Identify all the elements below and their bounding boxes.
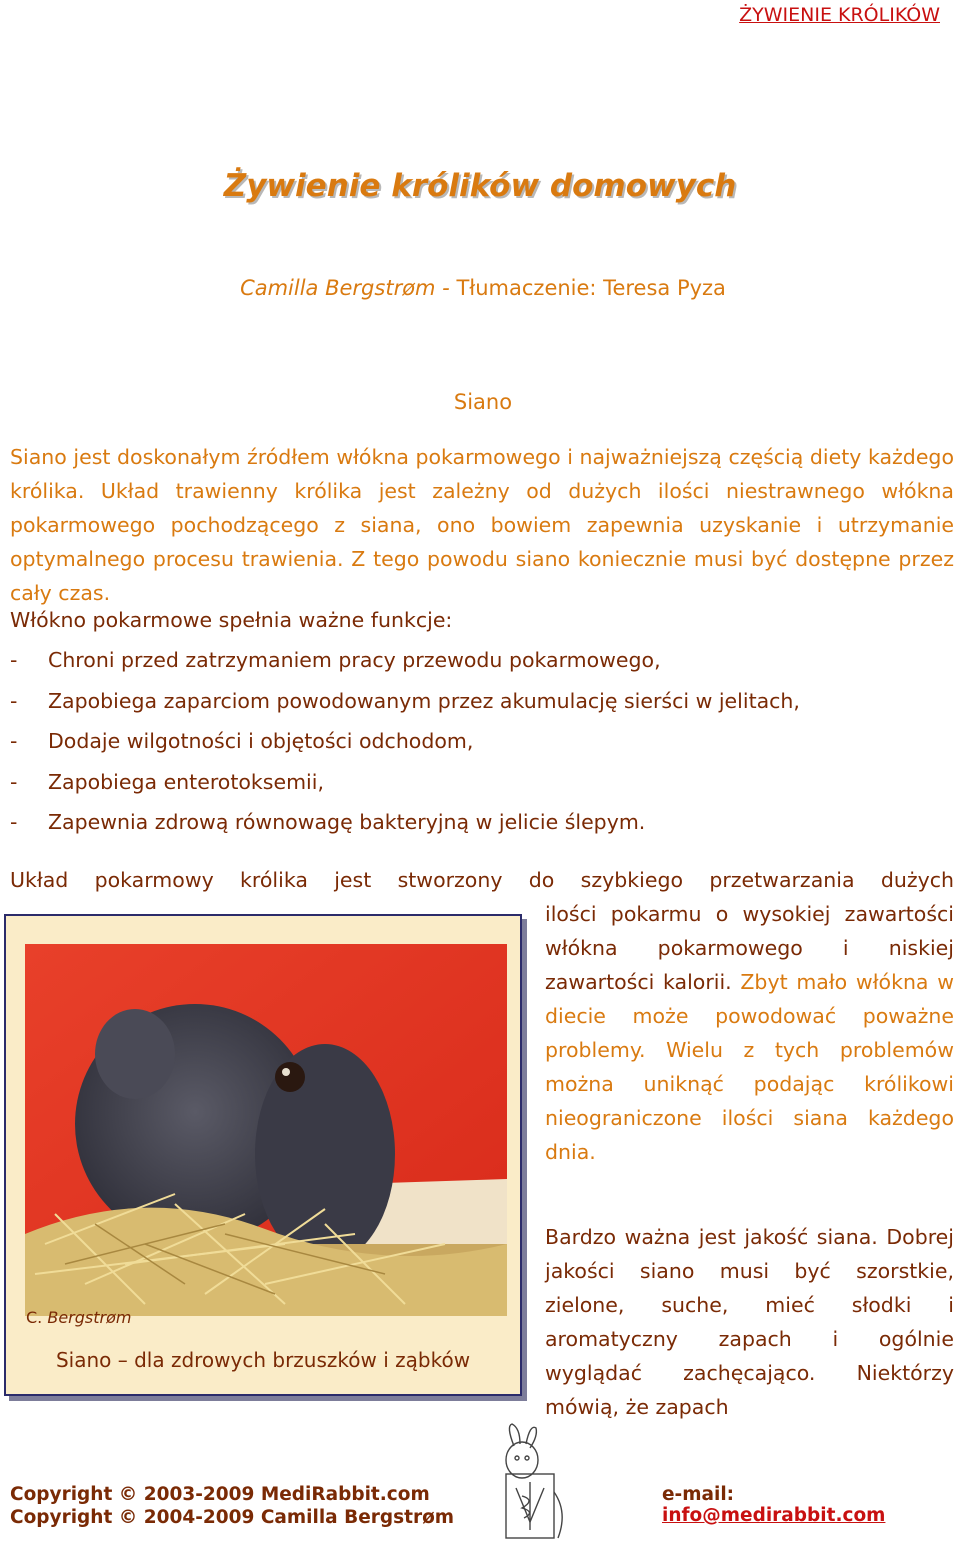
list-item: - Zapobiega enterotoksemii,	[10, 769, 324, 794]
list-item: - Chroni przed zatrzymaniem pracy przewodu pokarmowego,	[10, 648, 661, 672]
section-heading: Siano	[453, 390, 513, 414]
list-item: - Zapewnia zdrową równowagę bakteryjną w jelicie ślepym.	[10, 810, 646, 834]
copyright-author: Copyright © 2004-2009 Camilla Bergstrøm	[10, 1507, 455, 1528]
footer-email	[662, 1484, 960, 1526]
translator-name: Tłumaczenie: Teresa Pyza	[456, 276, 726, 300]
list-item: - Zapobiega zaparciom powodowanym przez akumulację sierści w jelitach,	[10, 688, 800, 713]
list-item: - Dodaje wilgotności i objętości odchodom,	[10, 729, 474, 753]
functions-list	[10, 648, 800, 851]
functions-lead: Włókno pokarmowe spełnia ważne funkcje:	[10, 608, 453, 632]
vet-rabbit-logo	[492, 1422, 572, 1544]
paragraph-digestive-column	[545, 897, 954, 1169]
author-name: Camilla Bergstrøm -	[240, 276, 450, 300]
figure-caption: Siano – dla zdrowych brzuszków i ząbków	[55, 1348, 471, 1372]
paragraph-hay-quality: Bardzo ważna jest jakość siana. Dobrej jakości siano musi być szorstkie, zielone, suche, mieć słodki i aromatyczny zapach i ogólnie wyglądać zachęcająco. Niektórzy mówią, że zapach	[545, 1225, 954, 1419]
page-title: Żywienie królików domowych	[223, 168, 737, 204]
figure-box	[4, 914, 522, 1396]
section-link[interactable]: ŻYWIENIE KRÓLIKÓW	[739, 4, 940, 26]
byline	[0, 276, 960, 300]
photo-credit: C. Bergstrøm	[26, 1308, 132, 1327]
paragraph-digestive-intro: Układ pokarmowy królika jest stworzony do szybkiego przetwarzania dużych	[10, 868, 954, 892]
rabbit-photo	[25, 944, 507, 1316]
paragraph-hay-importance: Siano jest doskonałym źródłem włókna pokarmowego i najważniejszą częścią diety każdego królika. Układ trawienny królika jest zależny od dużych ilości niestrawnego włókna pokarmowego pochodzącego z siana, ono bowiem zapewnia uzyskanie i utrzymanie optymalnego procesu trawienia. Z tego powodu siano koniecznie musi być dostępne przez cały czas.	[10, 445, 954, 605]
copyright-medirabbit: Copyright © 2003-2009 MediRabbit.com	[10, 1484, 430, 1505]
email-link[interactable]: info@medirabbit.com	[662, 1505, 886, 1526]
paragraph-digestive-accent: Zbyt mało włókna w diecie może powodować poważne problemy. Wielu z tych problemów można uniknąć podając królikowi nieograniczone ilości siana każdego dnia.	[545, 970, 954, 1164]
email-label: e-mail:	[662, 1484, 735, 1505]
paragraph-digestive-rest: ilości pokarmu o wysokiej zawartości włókna pokarmowego i niskiej zawartości kalorii.	[545, 902, 954, 994]
